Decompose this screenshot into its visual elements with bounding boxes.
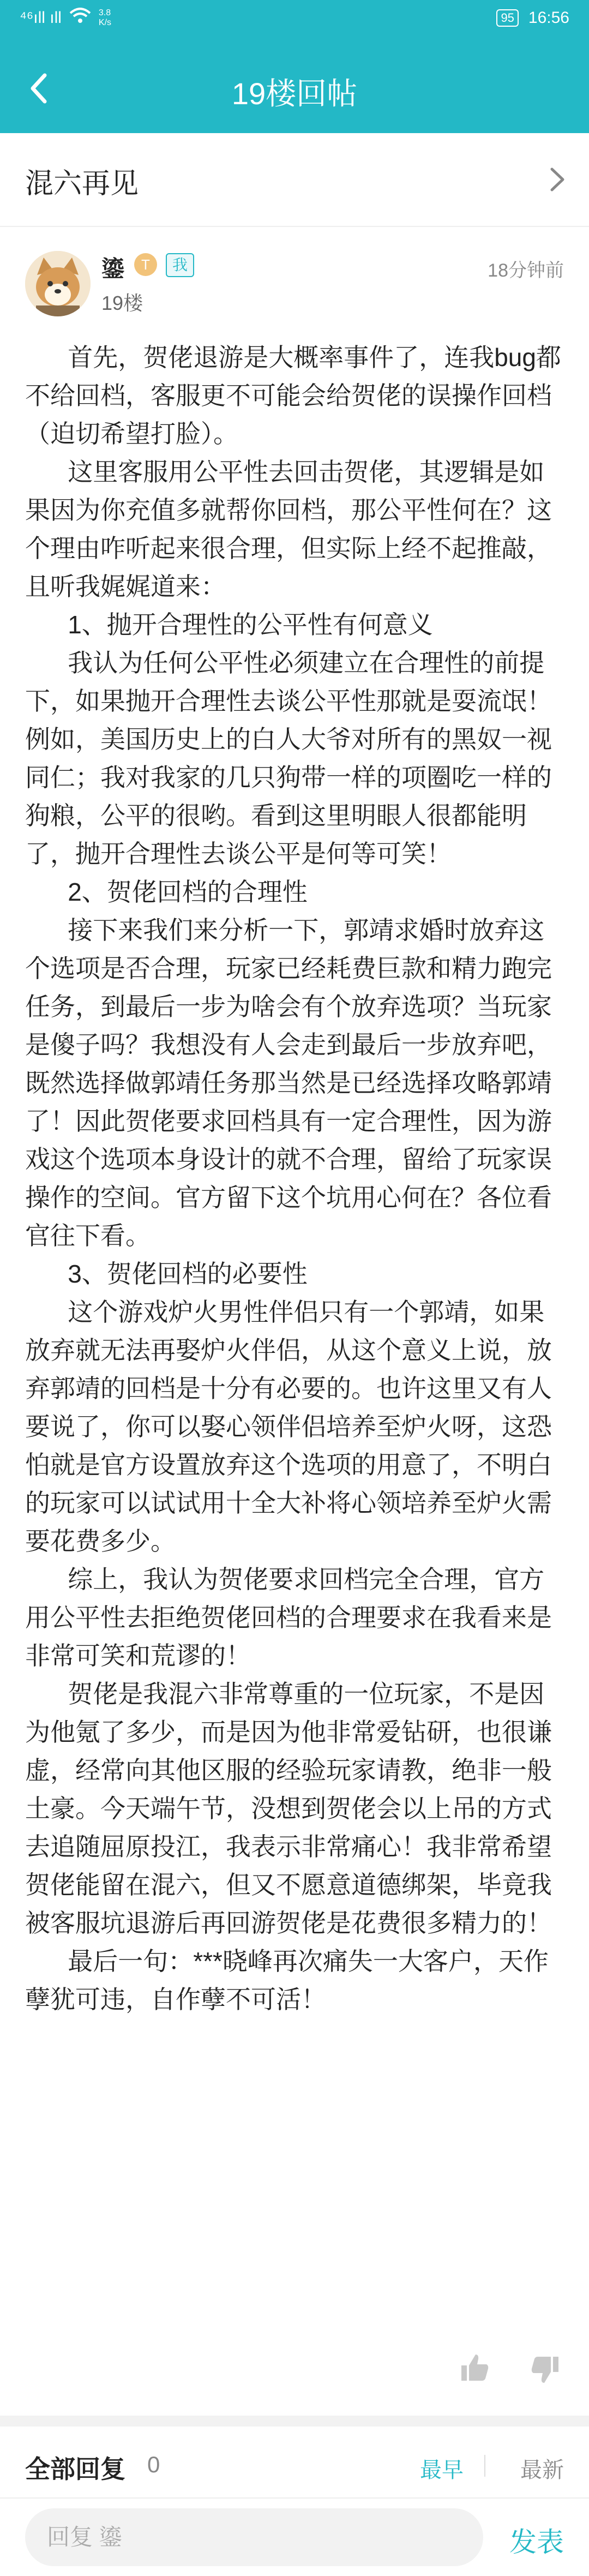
post-paragraph: 综上，我认为贺佬要求回档完全合理，官方用公平性去拒绝贺佬回档的合理要求在我看来是非常可笑和荒谬的！ (25, 1565, 552, 1670)
section-divider (0, 2416, 589, 2427)
status-right (496, 9, 569, 27)
network-speed: 3.8 K/s (98, 8, 112, 27)
post-paragraph: 这里客服用公平性去回击贺佬，其逻辑是如果因为你充值多就帮你回档，那公平性何在？这个理由咋听起来很合理，但实际上经不起推敲，且听我娓娓道来： (25, 458, 552, 601)
post-time: 18分钟前 (488, 260, 564, 281)
chevron-right-icon (548, 166, 567, 193)
replies-label: 全部回复 (25, 2455, 125, 2483)
reply-input[interactable] (25, 2508, 483, 2566)
post-paragraph: 首先，贺佬退游是大概率事件了，连我bug都不给回档，客服更不可能会给贺佬的误操作回档（迫切希望打脸）。 (25, 343, 561, 448)
topic-link[interactable] (0, 133, 589, 227)
username[interactable]: 鎏 (101, 256, 125, 281)
post-paragraph: 3、贺佬回档的必要性 (68, 1260, 308, 1288)
replies-header (0, 2427, 589, 2499)
post-paragraph: 贺佬是我混六非常尊重的一位玩家，不是因为他氪了多少，而是因为他非常爱钻研，也很谦虚，经常向其他区服的经验玩家请教，绝非一般土豪。今天端午节，没想到贺佬会以上吊的方式去追随屈原投江，我表示非常痛心！我非常希望贺佬能留在混六，但又不愿意道德绑架，毕竟我被客服坑退游后再回游贺佬是花费很多精力的！ (25, 1680, 552, 1937)
replies-count: 0 (147, 2452, 160, 2477)
me-badge: 我 (166, 253, 194, 277)
sort-divider (484, 2455, 485, 2477)
post-paragraph: 接下来我们来分析一下，郭靖求婚时放弃这个选项是否合理，玩家已经耗费巨款和精力跑完任务，到最后一步为啥会有个放弃选项？当玩家是傻子吗？我想没有人会走到最后一步放弃吧，既然选择做郭靖任务那当然是已经选择攻略郭靖了！因此贺佬要求回档具有一定合理性，因为游戏这个选项本身设计的就不合理，留给了玩家误操作的空间。官方留下这个坑用心何在？各位看官往下看。 (25, 916, 552, 1250)
page-title: 19楼回帖 (231, 76, 358, 111)
sort-earliest-tab[interactable]: 最早 (420, 2458, 464, 2482)
battery-icon: 95 (496, 9, 518, 27)
floor-number: 19楼 (101, 292, 143, 314)
send-button[interactable]: 发表 (509, 2527, 564, 2557)
post-paragraph: 我认为任何公平性必须建立在合理性的前提下，如果抛开合理性去谈公平性那就是耍流氓！例如，美国历史上的白人大爷对所有的黑奴一视同仁；我对我家的几只狗带一样的项圈吃一样的狗粮，公平的很哟。看到这里明眼人很都能明了，抛开合理性去谈公平是何等可笑！ (25, 649, 552, 868)
clock: 16:56 (528, 9, 569, 27)
nav-bar (0, 45, 589, 133)
thumbs-down-icon[interactable] (529, 2353, 562, 2389)
reply-bar (0, 2499, 589, 2576)
thumbs-up-icon[interactable] (458, 2351, 491, 2387)
avatar[interactable] (25, 251, 91, 316)
wifi-icon (69, 8, 91, 28)
topic-title: 混六再见 (25, 168, 139, 200)
reaction-bar (425, 2346, 589, 2389)
sort-latest-tab[interactable]: 最新 (520, 2458, 564, 2482)
post-content (25, 338, 565, 2018)
signal-icon: ⁴⁶ıll ıll (20, 9, 62, 27)
status-left (20, 8, 111, 28)
post-paragraph: 1、抛开合理性的公平性有何意义 (68, 610, 433, 639)
post-paragraph: 最后一句：***晓峰再次痛失一大客户，天作孽犹可违，自作孽不可活！ (25, 1947, 549, 2014)
status-bar (0, 0, 589, 45)
post-header (0, 235, 589, 327)
level-badge: T (134, 253, 157, 276)
post-paragraph: 2、贺佬回档的合理性 (68, 878, 308, 906)
post-paragraph: 这个游戏炉火男性伴侣只有一个郭靖，如果放弃就无法再娶炉火伴侣，从这个意义上说，放弃郭靖的回档是十分有必要的。也许这里又有人要说了，你可以娶心领伴侣培养至炉火呀，这恐怕就是官方设置放弃这个选项的用意了，不明白的玩家可以试试用十全大补将心领培养至炉火需要花费多少。 (25, 1298, 552, 1555)
